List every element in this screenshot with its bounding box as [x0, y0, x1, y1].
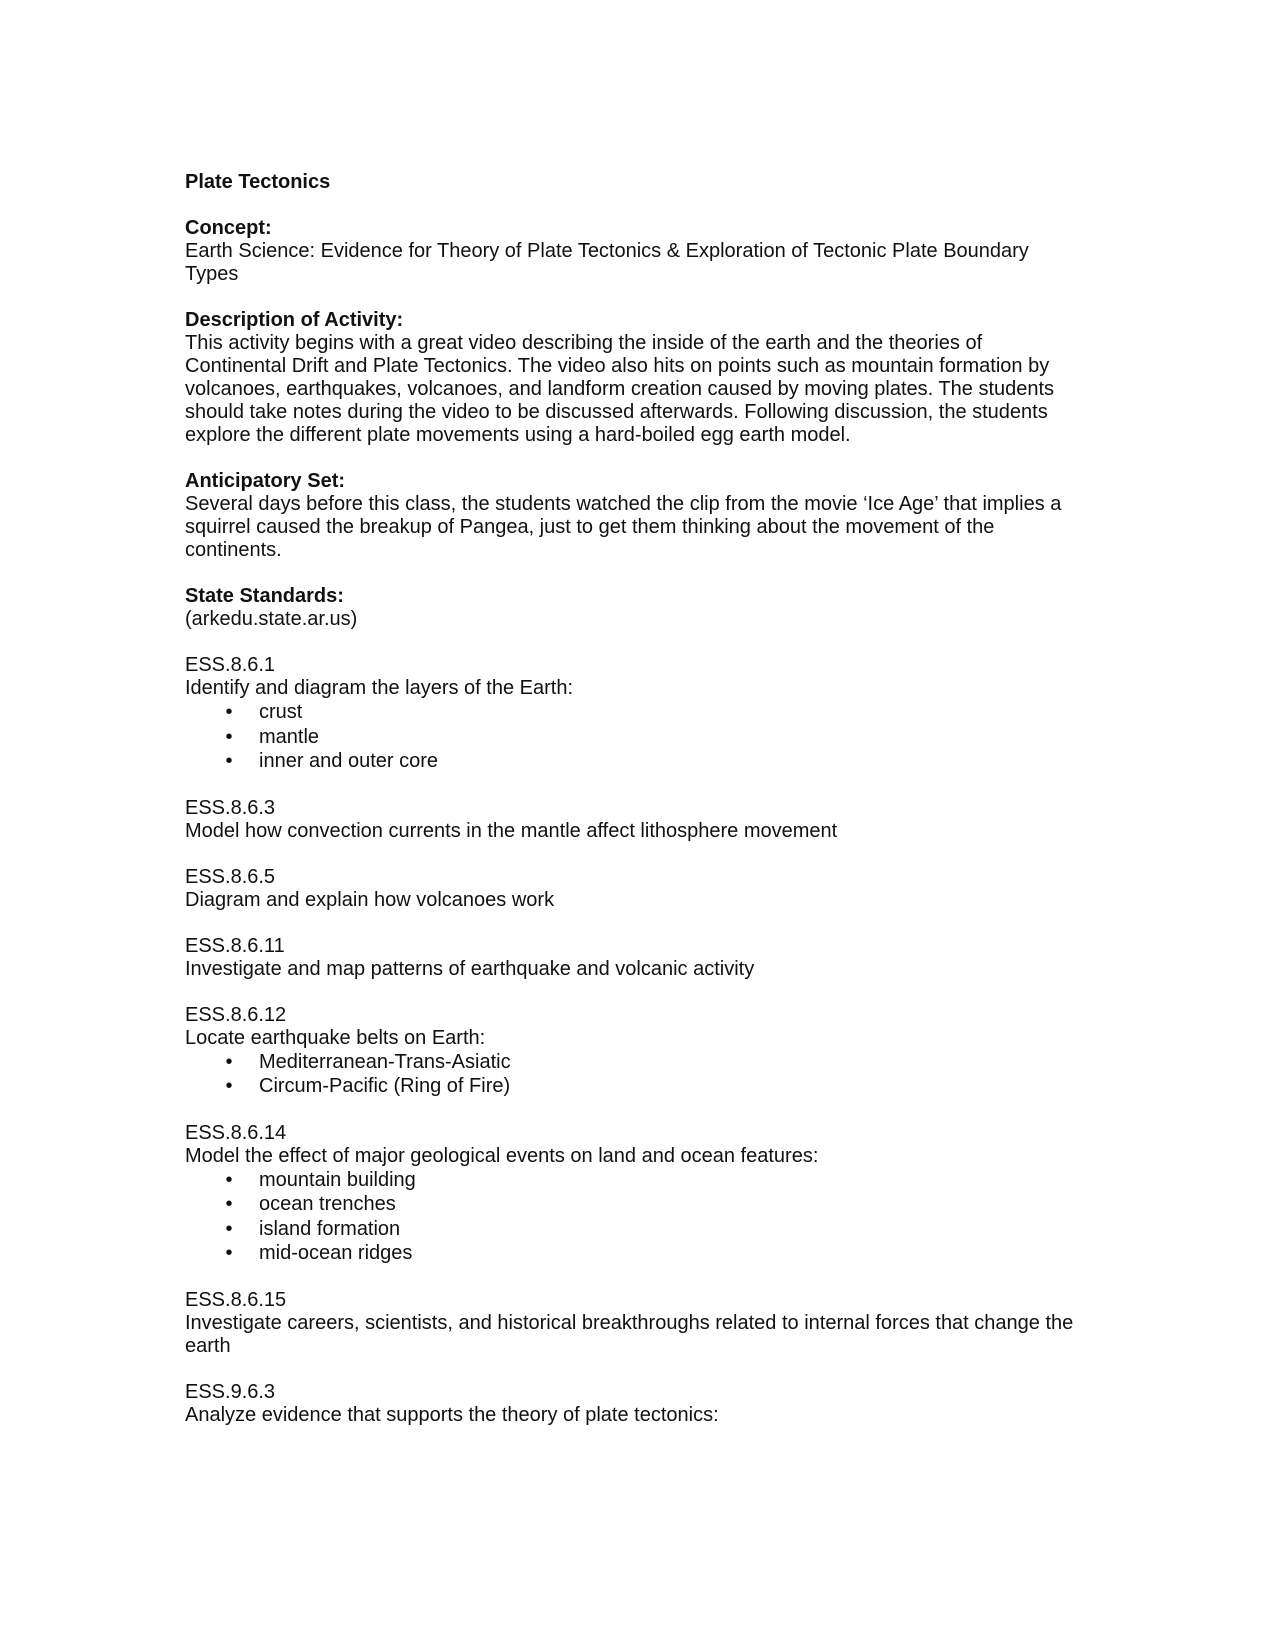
standard-text: Analyze evidence that supports the theory of plate tectonics: [185, 1403, 719, 1426]
standard-code: ESS.9.6.3 [185, 1380, 276, 1403]
description-text: This activity begins with a great video describing the inside of the earth and the theories of Continental Drift and Plate Tectonics. The video also hits on points such as mountain formation by volcanoes, earthquakes, volcanoes, and landform creation caused by moving plates. The students should take notes during the video to be discussed afterwards. Following discussion, the students explore the different plate movements using a hard-boiled egg earth model. [185, 332, 1055, 446]
page-title: Plate Tectonics [185, 171, 331, 193]
bullet-icon: • [225, 725, 233, 748]
bullet-text: crust [259, 701, 303, 723]
bullet-list-item [185, 725, 1085, 750]
standard-code: ESS.8.6.14 [185, 1121, 287, 1144]
bullet-icon: • [225, 1168, 233, 1191]
standard-item [185, 1289, 1085, 1358]
bullet-list-item [185, 1217, 1085, 1242]
bullet-list-item [185, 1192, 1085, 1217]
anticipatory-text: Several days before this class, the students watched the clip from the movie ‘Ice Age’ that implies a squirrel caused the breakup of Pangea, just to get them thinking about the movement of the continents. [185, 493, 1062, 561]
standards-list [185, 654, 1085, 1427]
bullet-text: ocean trenches [259, 1193, 396, 1215]
bullet-icon: • [225, 1217, 233, 1240]
standard-text: Investigate and map patterns of earthquake and volcanic activity [185, 957, 755, 980]
bullet-icon: • [225, 701, 233, 723]
concept-heading: Concept: [185, 217, 272, 239]
document-body [185, 171, 1085, 1450]
bullet-list-item [185, 1074, 1085, 1099]
bullet-list [185, 700, 1085, 774]
bullet-text: mountain building [259, 1168, 416, 1191]
bullet-icon: • [225, 1050, 233, 1073]
bullet-list [185, 1050, 1085, 1099]
bullet-list [185, 1168, 1085, 1266]
standards-source: (arkedu.state.ar.us) [185, 608, 358, 630]
bullet-list-item [185, 1241, 1085, 1266]
bullet-list-item [185, 700, 1085, 725]
standard-code: ESS.8.6.15 [185, 1288, 287, 1311]
standard-code: ESS.8.6.12 [185, 1003, 287, 1026]
anticipatory-heading: Anticipatory Set: [185, 470, 346, 492]
standards-heading: State Standards: [185, 585, 344, 607]
standard-item [185, 1122, 1085, 1266]
standard-code: ESS.8.6.11 [185, 934, 285, 957]
anticipatory-section [185, 470, 1085, 562]
bullet-text: mid-ocean ridges [259, 1242, 413, 1264]
bullet-text: mantle [259, 725, 320, 748]
standard-item [185, 935, 1085, 981]
standard-item [185, 1004, 1085, 1099]
standard-text: Diagram and explain how volcanoes work [185, 888, 555, 911]
bullet-text: island formation [259, 1217, 401, 1240]
standard-item [185, 866, 1085, 912]
standard-code: ESS.8.6.5 [185, 865, 276, 888]
bullet-icon: • [225, 750, 233, 772]
bullet-text: inner and outer core [259, 750, 439, 772]
standards-section [185, 585, 1085, 631]
description-heading: Description of Activity: [185, 309, 404, 331]
bullet-icon: • [225, 1193, 233, 1215]
bullet-icon: • [225, 1242, 233, 1264]
standard-text: Locate earthquake belts on Earth: [185, 1026, 486, 1049]
concept-section [185, 217, 1085, 286]
bullet-text: Mediterranean-Trans-Asiatic [259, 1050, 511, 1073]
bullet-icon: • [225, 1075, 233, 1097]
bullet-list-item [185, 1168, 1085, 1193]
bullet-list-item [185, 1050, 1085, 1075]
concept-text: Earth Science: Evidence for Theory of Plate Tectonics & Exploration of Tectonic Plate Boundary Types [185, 240, 1029, 285]
standard-code: ESS.8.6.1 [185, 654, 276, 676]
standard-item [185, 1381, 1085, 1427]
bullet-list-item [185, 749, 1085, 774]
standard-text: Identify and diagram the layers of the Earth: [185, 677, 573, 699]
standard-item [185, 654, 1085, 774]
bullet-text: Circum-Pacific (Ring of Fire) [259, 1075, 511, 1097]
description-section [185, 309, 1085, 447]
standard-text: Model the effect of major geological events on land and ocean features: [185, 1144, 819, 1167]
standard-code: ESS.8.6.3 [185, 796, 276, 819]
standard-text: Investigate careers, scientists, and historical breakthroughs related to internal forces that change the earth [185, 1311, 1074, 1357]
standard-text: Model how convection currents in the mantle affect lithosphere movement [185, 819, 838, 842]
standard-item [185, 797, 1085, 843]
